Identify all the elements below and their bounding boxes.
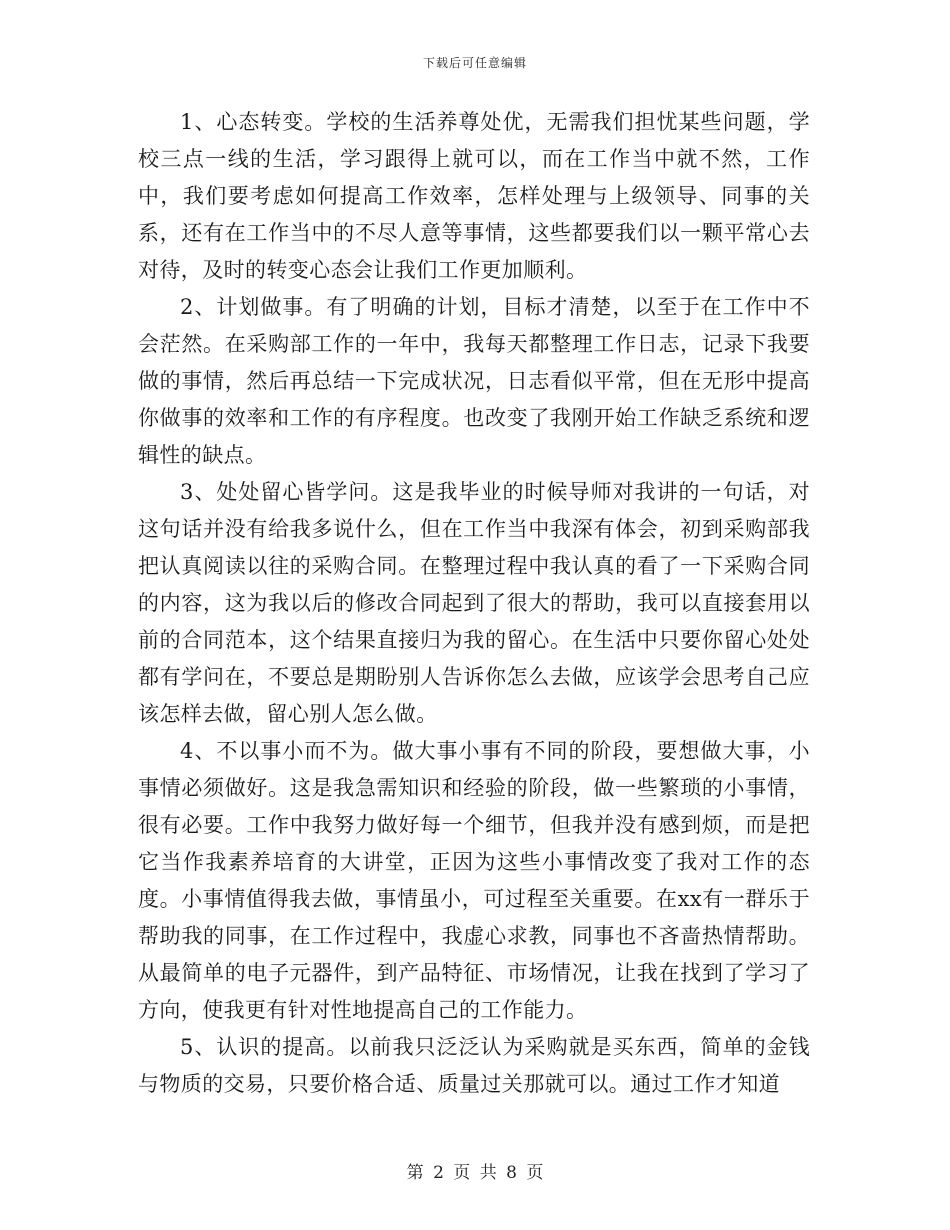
paragraph-3: 3、处处留心皆学问。这是我毕业的时候导师对我讲的一句话，对这句话并没有给我多说什么，但在工作当中我深有体会，初到采购部我把认真阅读以往的采购合同。在整理过程中我认真的看了一下采购合同的内容，这为我以后的修改合同起到了很大的帮助，我可以直接套用以前的合同范本，这个结果直接归为我的留心。在生活中只要你留心处处都有学问在，不要总是期盼别人告诉你怎么去做，应该学会思考自己应该怎样去做，留心别人怎么做。 [138, 480, 810, 726]
document-body [138, 104, 810, 1103]
page-number-footer: 第 2 页 共 8 页 [406, 1163, 544, 1183]
paragraph-5: 5、认识的提高。以前我只泛泛认为采购就是买东西，简单的金钱与物质的交易，只要价格合适、质量过关那就可以。通过工作才知道 [138, 1035, 810, 1096]
paragraph-1: 1、心态转变。学校的生活养尊处优，无需我们担忧某些问题，学校三点一线的生活，学习跟得上就可以，而在工作当中就不然，工作中，我们要考虑如何提高工作效率，怎样处理与上级领导、同事的关系，还有在工作当中的不尽人意等事情，这些都要我们以一颗平常心去对待，及时的转变心态会让我们工作更加顺利。 [138, 110, 810, 282]
paragraph-4: 4、不以事小而不为。做大事小事有不同的阶段，要想做大事，小事情必须做好。这是我急需知识和经验的阶段，做一些繁琐的小事情，很有必要。工作中我努力做好每一个细节，但我并没有感到烦，而是把它当作我素养培育的大讲堂，正因为这些小事情改变了我对工作的态度。小事情值得我去做，事情虽小，可过程至关重要。在xx有一群乐于帮助我的同事，在工作过程中，我虚心求教，同事也不吝啬热情帮助。从最简单的电子元器件，到产品特征、市场情况，让我在找到了学习了方向，使我更有针对性地提高自己的工作能力。 [138, 739, 810, 1022]
page-header: 下载后可任意编辑 [422, 56, 527, 70]
paragraph-2: 2、计划做事。有了明确的计划，目标才清楚，以至于在工作中不会茫然。在采购部工作的一年中，我每天都整理工作日志，记录下我要做的事情，然后再总结一下完成状况，日志看似平常，但在无形中提高你做事的效率和工作的有序程度。也改变了我刚开始工作缺乏系统和逻辑性的缺点。 [138, 295, 810, 467]
